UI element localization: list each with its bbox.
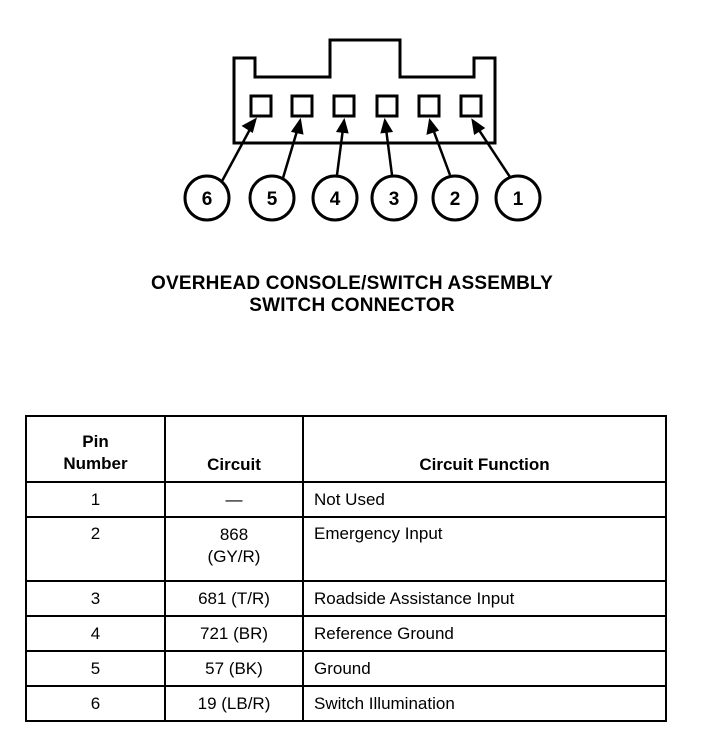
function-cell: Roadside Assistance Input [303,581,666,616]
table-row [26,651,666,686]
header-circuit: Circuit [165,416,303,482]
function-cell: Switch Illumination [303,686,666,721]
circuit-cell: 721 (BR) [165,616,303,651]
leader-arrow-2 [428,121,437,133]
table-header-row [26,416,666,482]
table-row [26,517,666,581]
pin-cell: 5 [26,651,165,686]
leader-arrow-3 [382,121,391,132]
pin-cavity-5 [292,96,312,116]
pin-cell: 2 [26,517,165,581]
pin-cavity-6 [251,96,271,116]
pin-callout-label-6: 6 [201,189,213,210]
circuit-cell: 57 (BK) [165,651,303,686]
table-row [26,581,666,616]
connector-housing [234,40,495,143]
header-pin-line1: Pin [82,432,109,451]
pin-cell: 6 [26,686,165,721]
pin-cell: 4 [26,616,165,651]
pin-callout-label-2: 2 [449,189,461,210]
diagram-subtitle: SWITCH CONNECTOR [249,295,455,316]
pin-callout-label-3: 3 [388,189,400,210]
circuit-number: 868 [219,525,249,544]
function-cell: Not Used [303,482,666,517]
pin-callout-label-1: 1 [512,189,524,210]
pin-cavity-3 [377,96,397,116]
pin-cavity-2 [419,96,439,116]
circuit-cell: — [165,482,303,517]
leader-arrow-1 [473,121,483,133]
header-pin-number [26,416,165,482]
leader-arrow-4 [338,121,347,132]
pin-callout-label-4: 4 [329,189,341,210]
table-row [26,482,666,517]
diagram-title: OVERHEAD CONSOLE/SWITCH ASSEMBLY [151,273,553,294]
table-row [26,686,666,721]
pin-cell: 3 [26,581,165,616]
leader-arrow-5 [293,121,302,133]
pin-table [25,415,667,722]
circuit-color: (GY/R) [207,547,261,566]
pin-cavity-4 [334,96,354,116]
connector-diagram [0,0,704,260]
pin-cell: 1 [26,482,165,517]
function-cell: Reference Ground [303,616,666,651]
circuit-cell: 681 (T/R) [165,581,303,616]
header-pin-line2: Number [63,454,128,473]
leader-arrow-6 [244,120,255,131]
table-row [26,616,666,651]
pin-cavity-1 [461,96,481,116]
circuit-cell [165,517,303,581]
header-circuit-function: Circuit Function [303,416,666,482]
pin-callout-label-5: 5 [266,189,278,210]
circuit-cell: 19 (LB/R) [165,686,303,721]
function-cell: Emergency Input [303,517,666,581]
function-cell: Ground [303,651,666,686]
